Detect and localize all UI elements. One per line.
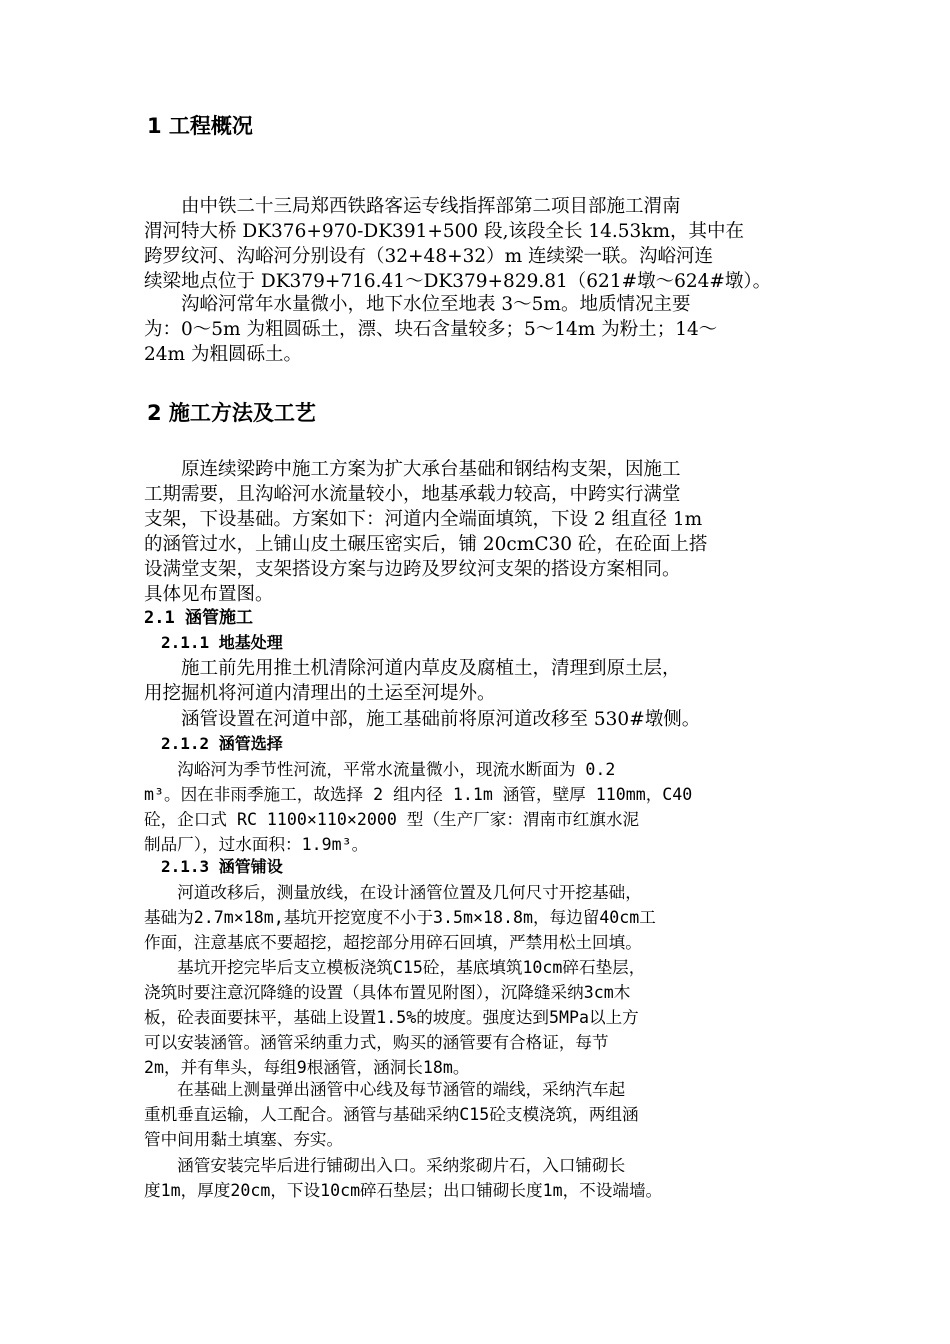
text-line: 具体见布置图。	[144, 584, 274, 605]
section-2-heading: 2 施工方法及工艺	[147, 401, 316, 425]
subsection-2-1-3-paragraph-2	[144, 955, 808, 1080]
text-line: m³。因在非雨季施工，故选择 2 组内径 1.1m 涵管，壁厚 110mm，C40	[144, 785, 693, 804]
text-line: 板，砼表面要抹平，基础上设置1.5%的坡度。强度达到5MPa以上方	[144, 1008, 639, 1027]
text-line: 度1m，厚度20cm，下设10cm碎石垫层；出口铺砌长度1m，不设端墙。	[144, 1181, 663, 1200]
text-line: 设满堂支架，支架搭设方案与边跨及罗纹河支架的搭设方案相同。	[144, 559, 681, 580]
subsection-2-1-3-heading: 2.1.3 涵管铺设	[161, 857, 283, 876]
text-line: 砼，企口式 RC 1100×110×2000 型（生产厂家：渭南市红旗水泥	[144, 810, 640, 829]
text-line: 工期需要，且沟峪河水流量较小，地基承载力较高，中跨实行满堂	[144, 484, 681, 505]
subsection-2-1-2-heading: 2.1.2 涵管选择	[161, 734, 283, 753]
text-line: 由中铁二十三局郑西铁路客运专线指挥部第二项目部施工渭南	[144, 196, 681, 217]
text-line: 续梁地点位于 DK379+716.41～DK379+829.81（621#墩～624#墩）。	[144, 271, 772, 292]
subsection-2-1-1-heading: 2.1.1 地基处理	[161, 633, 283, 652]
text-line: 2m，并有隼头，每组9根涵管，涵洞长18m。	[144, 1058, 470, 1077]
text-line: 用挖掘机将河道内清理出的土运至河堤外。	[144, 683, 496, 704]
text-line: 浇筑时要注意沉降缝的设置（具体布置见附图），沉降缝采纳3cm木	[144, 983, 631, 1002]
subsection-2-1-heading: 2.1 涵管施工	[144, 608, 253, 628]
subsection-2-1-3-paragraph-4	[144, 1153, 808, 1203]
text-line: 沟峪河为季节性河流，平常水流量微小，现流水断面为 0.2	[144, 760, 616, 779]
text-line: 施工前先用推土机清除河道内草皮及腐植土，清理到原土层，	[144, 658, 681, 679]
text-line: 涵管安装完毕后进行铺砌出入口。采纳浆砌片石，入口铺砌长	[144, 1156, 626, 1175]
text-line: 涵管设置在河道中部，施工基础前将原河道改移至 530#墩侧。	[144, 709, 701, 730]
text-line: 为：0～5m 为粗圆砾土，漂、块石含量较多；5～14m 为粉土；14～	[144, 319, 718, 340]
text-line: 24m 为粗圆砾土。	[144, 344, 302, 365]
section-1-paragraph-1	[144, 194, 808, 294]
text-line: 制品厂），过水面积：1.9m³。	[144, 835, 369, 854]
text-line: 河道改移后，测量放线，在设计涵管位置及几何尺寸开挖基础，	[144, 883, 642, 902]
text-line: 作面，注意基底不要超挖，超挖部分用碎石回填，严禁用松土回填。	[144, 933, 642, 952]
subsection-2-1-1-paragraph-2	[144, 707, 808, 732]
text-line: 在基础上测量弹出涵管中心线及每节涵管的端线，采纳汽车起	[144, 1080, 626, 1099]
section-1-heading: 1 工程概况	[147, 114, 253, 138]
subsection-2-1-1-paragraph-1	[144, 656, 808, 706]
text-line: 跨罗纹河、沟峪河分别设有（32+48+32）m 连续梁一联。沟峪河连	[144, 246, 714, 267]
text-line: 原连续梁跨中施工方案为扩大承台基础和钢结构支架，因施工	[144, 459, 681, 480]
subsection-2-1-3-paragraph-1	[144, 880, 808, 955]
text-line: 沟峪河常年水量微小，地下水位至地表 3～5m。地质情况主要	[144, 294, 691, 315]
text-line: 基坑开挖完毕后支立模板浇筑C15砼，基底填筑10cm碎石垫层，	[144, 958, 646, 977]
text-line: 可以安装涵管。涵管采纳重力式，购买的涵管要有合格证，每节	[144, 1033, 609, 1052]
subsection-2-1-2-paragraph-1	[144, 757, 808, 857]
section-1-paragraph-2	[144, 292, 808, 367]
text-line: 渭河特大桥 DK376+970-DK391+500 段,该段全长 14.53km，其中在	[144, 221, 745, 242]
text-line: 基础为2.7m×18m,基坑开挖宽度不小于3.5m×18.8m，每边留40cm工	[144, 908, 656, 927]
text-line: 管中间用黏土填塞、夯实。	[144, 1130, 344, 1149]
subsection-2-1-3-paragraph-3	[144, 1077, 808, 1152]
section-2-paragraph-1	[144, 457, 808, 607]
text-line: 支架，下设基础。方案如下：河道内全端面填筑，下设 2 组直径 1m	[144, 509, 703, 530]
text-line: 重机垂直运输，人工配合。涵管与基础采纳C15砼支模浇筑，两组涵	[144, 1105, 639, 1124]
text-line: 的涵管过水，上铺山皮土碾压密实后，铺 20cmC30 砼，在砼面上搭	[144, 534, 708, 555]
